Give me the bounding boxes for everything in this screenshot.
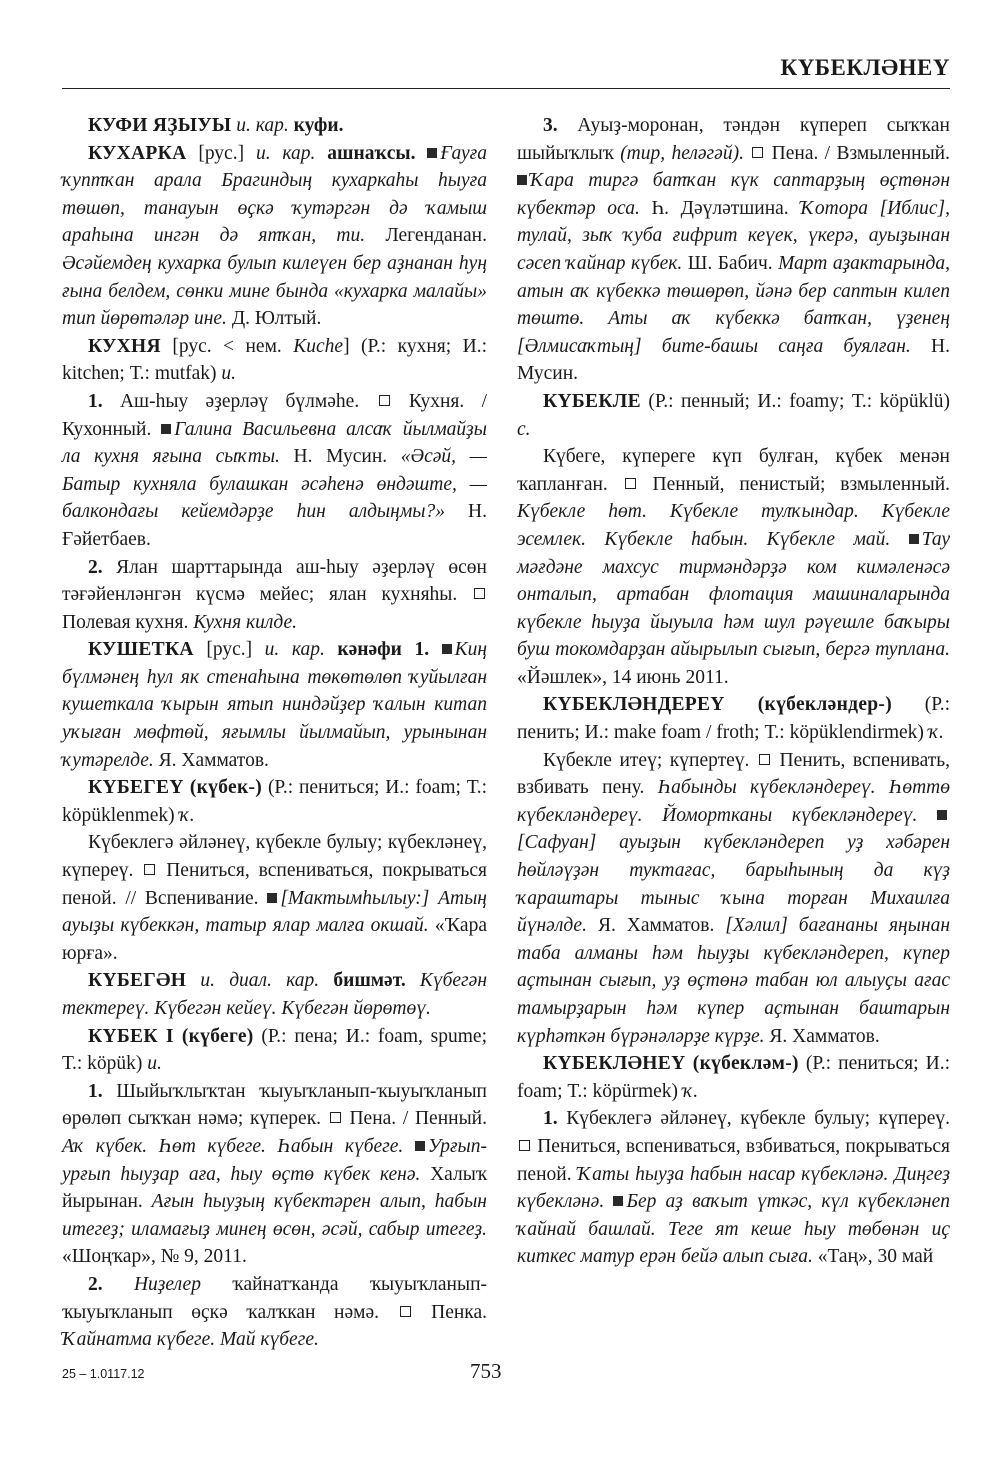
running-head: КҮБЕКЛӘНЕҮ [780,55,950,80]
entry-kubekle: КҮБЕКЛЕ (Р.: пенный; И.: foamy; Т.: köpüklü) с. [517,390,950,440]
example-marker-icon [937,810,947,820]
sense-kubekleneu-1: 1. Күбеклегә әйләнеү, күбекле булыу; күпереү. Пениться, вспениваться, взбиваться, покрываться пеной. Ҡаты һыуҙа һабын насар күбекләнә. Диңгеҙ күбекләнә. Бер аҙ ваҡыт үткәс, күл күбекләнеп ҡайнай башлай. Теге ят кеше һыу төбөнән иҫ киткес матур ерән бейә алып сыға. «Таң», 30 май [517,1108,951,1268]
example-marker-icon [517,175,527,185]
translation-marker-icon [474,588,485,599]
sense-kubek-2: 2. Ниҙелер ҡайнатҡанда ҡыуыҡланып-ҡыуыҡланып өҫкә ҡалҡкан нәмә. Пенка. Ҡайнатма күбеге. Май күбеге. [62,1273,487,1351]
right-column [517,112,950,1271]
sense-kubek-1: 1. Шыйыҡлыҡтан ҡыуыҡланып-ҡыуыҡланып өрөлөп сыҡҡан нәмә; күперек. Пена. / Пенный. Аҡ күбек. Һөт күбеге. Һабын күбеге. Урғып-урғып һыуҙар аға, һыу өҫтө күбек кенә. Халыҡ йырынан. Ағын һыуҙың күбектәрен алып, һабын итегеҙ; иламағыҙ минең өсөн, әсәй, сабыр итегеҙ. «Шоңҡар», № 9, 2011. [62,1080,488,1268]
translation-marker-icon [759,754,770,765]
entry-kubekleneu: КҮБЕКЛӘНЕҮ (күбекләм-) (Р.: пениться; И.: foam; Т.: köpürmek) ҡ. [517,1053,950,1102]
entry-kubegen: КҮБЕГӘН и. диал. кар. бишмәт. Күбегән тектереү. Күбегән кейеү. Күбегән йөрөтөү. [62,970,487,1019]
sense-kuhnya-1: 1. Аш-һыу әҙерләү бүлмәһе. Кухня. / Кухонный. Галина Васильевна алсаҡ йылмайҙы ла кухня яғына сыҡты. Н. Мусин. «Әсәй, — Батыр кухняла булашкан әсәһенә өндәште, — балкондағы кейемдәрҙе һин алдыңмы?» Н. Ғәйетбаев. [62,390,488,550]
entry-kubegeu: КҮБЕГЕҮ (күбек-) (Р.: пениться; И.: foam; Т.: köpüklenmek) ҡ. [62,777,487,826]
entry-kushetka: КУШЕТКА [рус.] и. кар. кәнәфи 1. Киң бүлмәнең һул як стенаһына төкөтөлөп ҡуйылған кушеткала ҡырын ятып ниндәйҙер ҡалын китап уҡыған мөфтөй, яғымлы йылмайып, урынынан ҡутәрелде. Я. Хамматов. [62,639,488,771]
entry-kubek: КҮБЕК I (күбеге) (Р.: пена; И.: foam, spume; Т.: köpük) и. [62,1025,487,1075]
sense-kubegeu: Күбеклегә әйләнеү, күбекле булыу; күбекләнеү, күпереү. Пениться, вспениваться, покрываться пеной. // Вспенивание. [Мактымһылыу:] Атың ауыҙы күбеккән, татыр ялар малға окшай. «Ҡара юрға». [62,832,487,964]
example-marker-icon [415,1141,425,1151]
sense-kuhnya-2: 2. Ялан шарттарында аш-һыу әҙерләү өсөн тәғәйенләнгән күсмә мейес; ялан кухняһы. Полевая кухня. Кухня килде. [62,556,487,633]
header-rule [62,88,950,89]
sense-kubeklendereu: Күбекле итеү; күпертеү. Пенить, вспенивать, взбивать пену. Һабынды күбекләндереү. Һөттө күбекләндереү. Йомортканы күбекләндереү. [Сафуан] ауыҙын күбекләндереп уҙ хәбәрен һөйләүҙән туктағас, барыһының да күҙ ҡараштары тыныс ҡына торған Михаилға йүнәлде. Я. Хамматов. [Хәлил] бағананы яңынан таба алманы һәм һыуҙы күбекләндереп, күпер аҫтынан сығып, уҙ өҫтөнә табан юл алыуҫы ағас тамырҙарын һәм күпер аҫтынан баштарын күрһәткән бүрәнәләрҙе күрҙе. Я. Хамматов. [517,749,951,1047]
print-signature: 25 – 1.0117.12 [62,1367,145,1381]
translation-marker-icon [144,864,155,875]
sense-kubek-3: 3. Ауыҙ-моронан, тәндән күпереп сыҡҡан шыйыҡлыҡ (тир, һеләгәй). Пена. / Взмыленный. Ҡара тиргә батҡан күк саптарҙың өҫтөнән күбектәр оса. Һ. Дәүләтшина. Ҡотора [Иблис], тулай, зыҡ ҡуба ғифрит кеүек, үкерә, ауыҙынан сәсеп ҡайнар күбек. Ш. Бабич. Март аҙактарында, атын аҡ күбеккә төшөрөп, йәнә бер саптын килеп төштө. Аты аҡ күбеккә батҡан, үҙенең [Әлмисаҡтың] бите-башы саңға буялған. Н. Мусин. [517,115,950,385]
example-marker-icon [613,1196,623,1206]
entry-kufi: КУФИ ЯҘЫУЫ и. кар. куфи. [88,115,344,136]
example-marker-icon [442,644,452,654]
translation-marker-icon [752,147,763,158]
translation-marker-icon [625,478,636,489]
example-marker-icon [427,148,437,158]
example-marker-icon [267,893,277,903]
example-marker-icon [161,424,171,434]
example-marker-icon [909,534,919,544]
translation-marker-icon [379,395,390,406]
entry-kuhnya: КУХНЯ [рус. < нем. Kuche] (Р.: кухня; И.: kitchen; Т.: mutfak) и. [62,335,487,385]
left-column [62,112,487,1354]
translation-marker-icon [519,1140,530,1151]
sense-kubekle: Күбеге, күпереге күп булған, күбек менән ҡапланған. Пенный, пенистый; взмыленный. Күбекле һөт. Күбекле тулҡындар. Күбекле эсемлек. Күбекле һабын. Күбекле май. Тау мәғдәне махсус тирмәндәрҙә ком кимәленәсә онталып, артабан флотация машиналарында күбекле һыуҙа йыуыла һәм шул рәүешле баҡыры буш токомдарҙан айырылып сығып, бергә туплана. «Йәшлек», 14 июнь 2011. [517,446,951,688]
entry-kuharka: КУХАРКА [рус.] и. кар. ашнаҡсы. Ғауға ҡуптҡан арала Брагиндың кухаркаһы һыуға төшөп, танауын өҫкә ҡутәргән дә ҡамыш араһына ингән дә ятҡан, ти. Легенданан. Әсәйемдең кухарка булып килеүен бер аҙнанан һуң ғына белдем, сөнки мине бында «кухарка малайы» тип йөрөтәләр ине. Д. Юлтый. [62,142,487,330]
entry-kubeklenderеu: КҮБЕКЛӘНДЕРЕҮ (күбекләндер-) (Р.: пенить; И.: make foam / froth; Т.: köpüklendirmek) ҡ. [517,694,950,744]
translation-marker-icon [400,1306,411,1317]
translation-marker-icon [330,1112,341,1123]
page-number: 753 [470,1359,502,1383]
